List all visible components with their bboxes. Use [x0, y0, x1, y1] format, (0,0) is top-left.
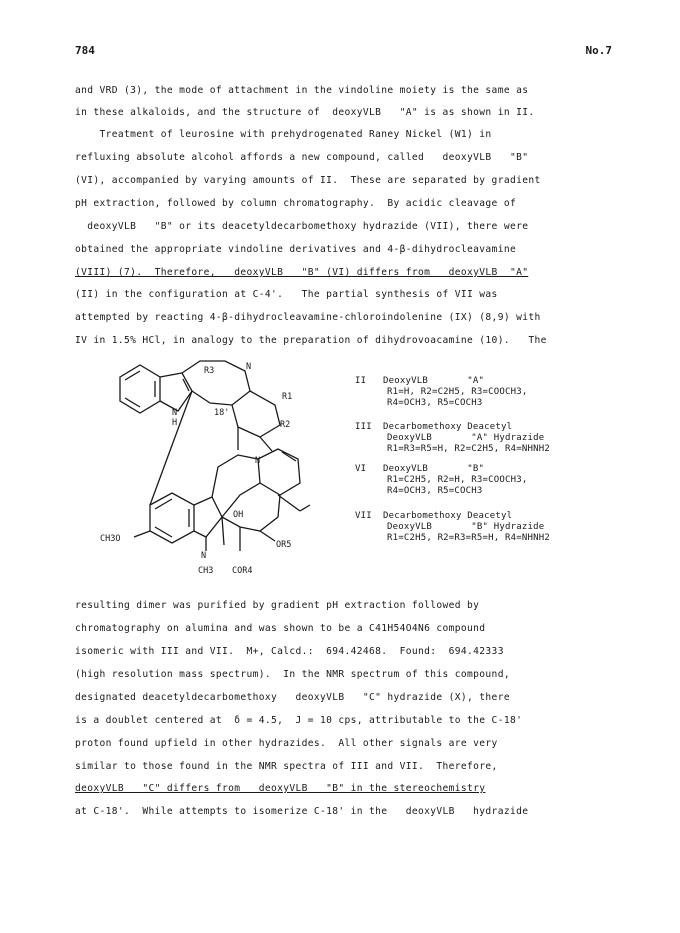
c18-label: 18' [214, 408, 230, 418]
text-line: obtained the appropriate vindoline derivatives and 4-β-dihydrocleavamine [75, 244, 517, 255]
text-line: pH extraction, followed by column chromatography. By acidic cleavage of [75, 198, 517, 209]
legend-line: DeoxyVLB "B" Hydrazide [387, 522, 545, 532]
or5-label: OR5 [276, 540, 292, 550]
legend-num: III [355, 422, 372, 432]
text-line: refluxing absolute alcohol affords a new compound, called deoxyVLB "B" [75, 152, 529, 163]
ch3-label: CH3 [198, 566, 214, 576]
legend-line: R1=R3=R5=H, R2=C2H5, R4=NHNH2 [387, 444, 550, 454]
legend-num: VI [355, 464, 367, 474]
compound-legend-vii [355, 511, 550, 544]
n-top-label: N [246, 362, 252, 372]
legend-line: R1=C2H5, R2=R3=R5=H, R4=NHNH2 [387, 533, 550, 543]
text-line: at C-18'. While attempts to isomerize C-18' in the deoxyVLB hydrazide [75, 806, 529, 817]
text-line: deoxyVLB "B" or its deacetyldecarbomethoxy hydrazide (VII), there were [75, 221, 529, 232]
text-line: (II) in the configuration at C-4'. The partial synthesis of VII was [75, 289, 498, 300]
legend-line: R1=C2H5, R2=H, R3=COOCH3, [387, 475, 528, 485]
legend-num: II [355, 376, 367, 386]
oh-label: OH [233, 510, 244, 520]
page-number: 784 [75, 44, 95, 57]
compound-legend-iii [355, 422, 550, 455]
lower-benzene-ring [150, 493, 194, 543]
text-line: (high resolution mass spectrum). In the NMR spectrum of this compound, [75, 669, 510, 680]
text-line-underlined: (VIII) (7). Therefore, deoxyVLB "B" (VI) differs from deoxyVLB "A" [75, 267, 529, 278]
text-line: designated deacetyldecarbomethoxy deoxyVLB "C" hydrazide (X), there [75, 692, 510, 703]
legend-line: DeoxyVLB "A" Hydrazide [387, 433, 545, 443]
legend-line: R1=H, R2=C2H5, R3=COOCH3, [387, 387, 528, 397]
r3-label: R3 [204, 366, 215, 376]
legend-num: VII [355, 511, 372, 521]
legend-line: R4=OCH3, R5=COCH3 [387, 486, 483, 496]
text-line: similar to those found in the NMR spectra of III and VII. Therefore, [75, 761, 498, 772]
n-bottom-label: N [201, 551, 207, 561]
text-line: isomeric with III and VII. M+, Calcd.: 694.42468. Found: 694.42333 [75, 646, 504, 657]
text-line: attempted by reacting 4-β-dihydrocleavamine-chloroindolenine (IX) (8,9) with [75, 312, 541, 323]
text-line: proton found upfield in other hydrazides. All other signals are very [75, 738, 498, 749]
r2-label: R2 [280, 420, 291, 430]
issue-number: No.7 [585, 44, 612, 57]
cor4-label: COR4 [232, 566, 253, 576]
text-line-underlined: deoxyVLB "C" differs from deoxyVLB "B" in the stereochemistry [75, 783, 486, 794]
legend-line: DeoxyVLB "B" [383, 464, 485, 474]
text-line: Treatment of leurosine with prehydrogenated Raney Nickel (W1) in [75, 129, 492, 140]
text-line: (VI), accompanied by varying amounts of II. These are separated by gradient [75, 175, 541, 186]
legend-line: DeoxyVLB "A" [383, 376, 485, 386]
upper-benzene-ring [120, 365, 160, 413]
n-right-label: N [255, 456, 261, 466]
legend-line: Decarbomethoxy Deacetyl [383, 422, 513, 432]
text-line: and VRD (3), the mode of attachment in the vindoline moiety is the same as [75, 85, 529, 96]
text-line: is a doublet centered at δ = 4.5, J = 10 cps, attributable to the C-18' [75, 715, 523, 726]
compound-legend-ii [355, 376, 527, 409]
text-line: chromatography on alumina and was shown to be a C41H54O4N6 compound [75, 623, 486, 634]
chemical-structure-diagram [100, 355, 350, 585]
legend-line: Decarbomethoxy Deacetyl [383, 511, 513, 521]
compound-legend-vi [355, 464, 527, 497]
text-line: resulting dimer was purified by gradient pH extraction followed by [75, 600, 480, 611]
text-line: IV in 1.5% HCl, in analogy to the preparation of dihydrovoacamine (10). The [75, 335, 547, 346]
nh-label: N [172, 408, 178, 418]
h-label: H [172, 418, 178, 428]
text-line: in these alkaloids, and the structure of deoxyVLB "A" is as shown in II. [75, 107, 535, 118]
ch3o-label: CH3O [100, 534, 121, 544]
legend-line: R4=OCH3, R5=COCH3 [387, 398, 483, 408]
r1-label: R1 [282, 392, 293, 402]
